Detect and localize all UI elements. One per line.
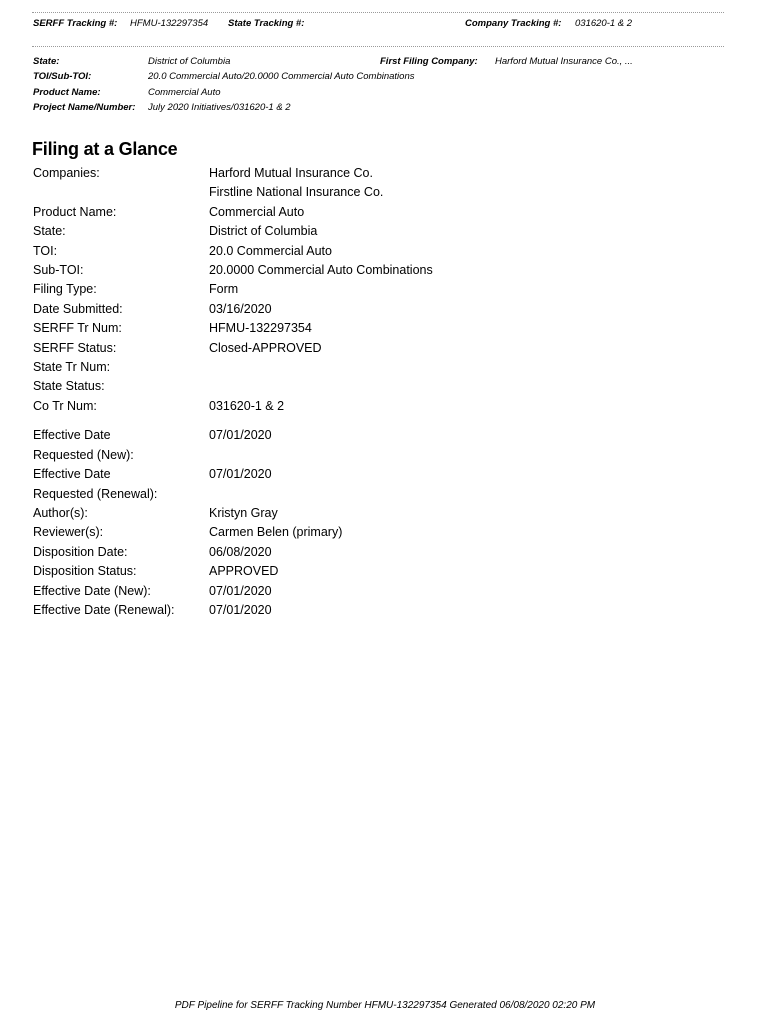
row-co-tr-num [33,397,733,416]
date-submitted-label: Date Submitted: [33,301,123,316]
meta-state-label: State: [33,56,60,67]
state-tracking-label: State Tracking #: [228,18,305,29]
companies-label: Companies: [33,166,100,180]
meta-project-value: July 2020 Initiatives/031620-1 & 2 [148,102,291,113]
effective-date-renewal-value: 07/01/2020 [209,602,272,617]
row-reviewers [33,523,733,542]
header-rule [32,46,724,47]
row-toi [33,242,733,261]
row-date-submitted [33,300,733,319]
label-line: Requested (Renewal): [33,486,158,501]
effective-date-requested-renewal-value: 07/01/2020 [209,467,272,482]
row-filing-type [33,280,733,299]
row-effective-date-renewal [33,601,733,620]
toi-label: TOI: [33,243,58,258]
row-state-tr-num [33,358,733,377]
row-companies [33,164,733,203]
meta-toi-value: 20.0 Commercial Auto/20.0000 Commercial Auto Combinations [148,71,415,82]
row-effective-date-new [33,582,733,601]
serff-tr-num-label: SERFF Tr Num: [33,321,122,336]
toi-value: 20.0 Commercial Auto [209,243,332,258]
disposition-status-value: APPROVED [209,564,279,579]
company-tracking-label: Company Tracking #: [465,18,562,29]
meta-project-label: Project Name/Number: [33,102,136,113]
serff-tracking-label: SERFF Tracking #: [33,18,118,29]
first-filing-company-label: First Filing Company: [380,56,478,67]
label-line: Effective Date [33,428,111,443]
disposition-status-label: Disposition Status: [33,564,137,579]
filing-type-value: Form [209,282,239,297]
effective-date-requested-new-label [33,426,209,465]
authors-label: Author(s): [33,505,88,520]
page-title: Filing at a Glance [32,139,178,159]
authors-value: Kristyn Gray [209,505,278,520]
serff-status-label: SERFF Status: [33,340,117,355]
effective-date-renewal-label: Effective Date (Renewal): [33,602,175,617]
effective-date-new-label: Effective Date (New): [33,583,151,598]
state-tr-num-value [209,358,733,377]
first-filing-company-value: Harford Mutual Insurance Co., ... [495,56,633,67]
effective-date-requested-renewal-label [33,465,209,504]
row-effective-date-requested-renewal [33,465,733,504]
disposition-date-value: 06/08/2020 [209,544,272,559]
reviewers-value: Carmen Belen (primary) [209,525,343,540]
meta-toi-label: TOI/Sub-TOI: [33,71,92,82]
serff-tracking-value: HFMU-132297354 [130,18,209,29]
reviewers-label: Reviewer(s): [33,525,104,540]
row-state [33,222,733,241]
serff-tr-num-value: HFMU-132297354 [209,321,312,336]
row-authors [33,504,733,523]
state-status-value [209,377,733,396]
row-state-status [33,377,733,396]
product-name-value: Commercial Auto [209,204,305,219]
state-tr-num-label: State Tr Num: [33,360,111,375]
row-serff-status [33,339,733,358]
section-gap [33,416,733,426]
date-submitted-value: 03/16/2020 [209,301,272,316]
co-tr-num-label: Co Tr Num: [33,398,97,413]
serff-status-value: Closed-APPROVED [209,340,322,355]
row-effective-date-requested-new [33,426,733,465]
company-item: Firstline National Insurance Co. [209,185,384,200]
sub-toi-label: Sub-TOI: [33,263,84,278]
companies-value [209,164,733,203]
product-name-label: Product Name: [33,204,117,219]
filing-glance-table [33,164,733,620]
top-rule [32,12,724,13]
effective-date-new-value: 07/01/2020 [209,583,272,598]
row-disposition-date [33,543,733,562]
sub-toi-value: 20.0000 Commercial Auto Combinations [209,263,433,278]
meta-product-label: Product Name: [33,87,101,98]
company-item: Harford Mutual Insurance Co. [209,166,373,180]
row-disposition-status [33,562,733,581]
disposition-date-label: Disposition Date: [33,544,128,559]
company-tracking-value: 031620-1 & 2 [575,18,633,29]
page-footer: PDF Pipeline for SERFF Tracking Number HFMU-132297354 Generated 06/08/2020 02:20 PM [174,1000,596,1011]
meta-product-value: Commercial Auto [148,87,221,98]
row-serff-tr-num [33,319,733,338]
state-value: District of Columbia [209,224,318,239]
state-status-label: State Status: [33,379,105,394]
row-sub-toi [33,261,733,280]
state-label: State: [33,224,66,239]
row-product-name [33,203,733,222]
meta-state-value: District of Columbia [148,56,231,67]
filing-type-label: Filing Type: [33,282,97,297]
co-tr-num-value: 031620-1 & 2 [209,398,285,413]
label-line: Effective Date [33,467,111,482]
effective-date-requested-new-value: 07/01/2020 [209,428,272,443]
label-line: Requested (New): [33,447,134,462]
